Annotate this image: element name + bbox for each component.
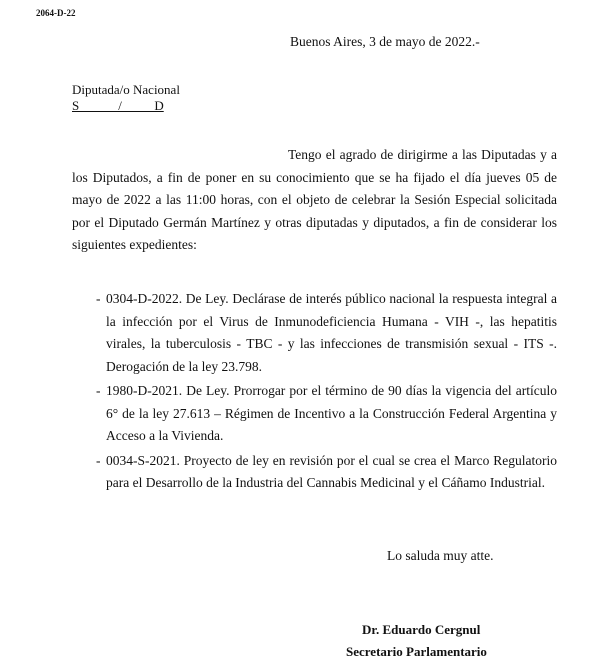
list-item — [96, 380, 557, 448]
signature-name: Dr. Eduardo Cergnul — [362, 622, 481, 637]
list-item — [96, 288, 557, 378]
body-paragraph — [72, 144, 557, 257]
list-item — [96, 450, 557, 495]
list-dash: - — [96, 291, 101, 306]
recipient-salutation: S / D — [72, 98, 164, 113]
date-line: Buenos Aires, 3 de mayo de 2022.- — [290, 34, 480, 49]
closing-line: Lo saluda muy atte. — [387, 548, 494, 563]
body-paragraph-text: Tengo el agrado de dirigirme a las Diputadas y a los Diputados, a fin de poner en su conocimiento que se ha fijado el día jueves 05 de mayo de 2022 a las 11:00 horas, con el objeto de celebrar la Sesión Especial solicitada por el Diputado Germán Martínez y otras diputadas y diputados, a fin de considerar los siguientes expedientes: — [72, 147, 557, 252]
signature-title: Secretario Parlamentario — [346, 644, 487, 659]
list-dash: - — [96, 383, 101, 398]
list-dash: - — [96, 452, 101, 468]
document-code: 2064-D-22 — [36, 8, 76, 18]
list-item-text: 0034-S-2021. Proyecto de ley en revisión por el cual se crea el Marco Regulatorio para el Desarrollo de la Industria del Cannabis Medicinal y el Cáñamo Industrial. — [106, 452, 557, 490]
expedientes-list — [96, 288, 557, 497]
list-item-text: 1980-D-2021. De Ley. Prorrogar por el término de 90 días la vigencia del artículo 6° de la ley 27.613 – Régimen de Incentivo a la Construcción Federal Argentina y Acceso a la Vivienda. — [106, 383, 557, 443]
list-item-text: 0304-D-2022. De Ley. Declárase de interés público nacional la respuesta integral a la infección por el Virus de Inmunodeficiencia Humana - VIH -, las hepatitis virales, la tuberculosis - TBC - y las infecciones de transmisión sexual - ITS -. Derogación de la ley 23.798. — [106, 291, 557, 374]
recipient-block — [72, 82, 180, 114]
recipient-title: Diputada/o Nacional — [72, 82, 180, 97]
